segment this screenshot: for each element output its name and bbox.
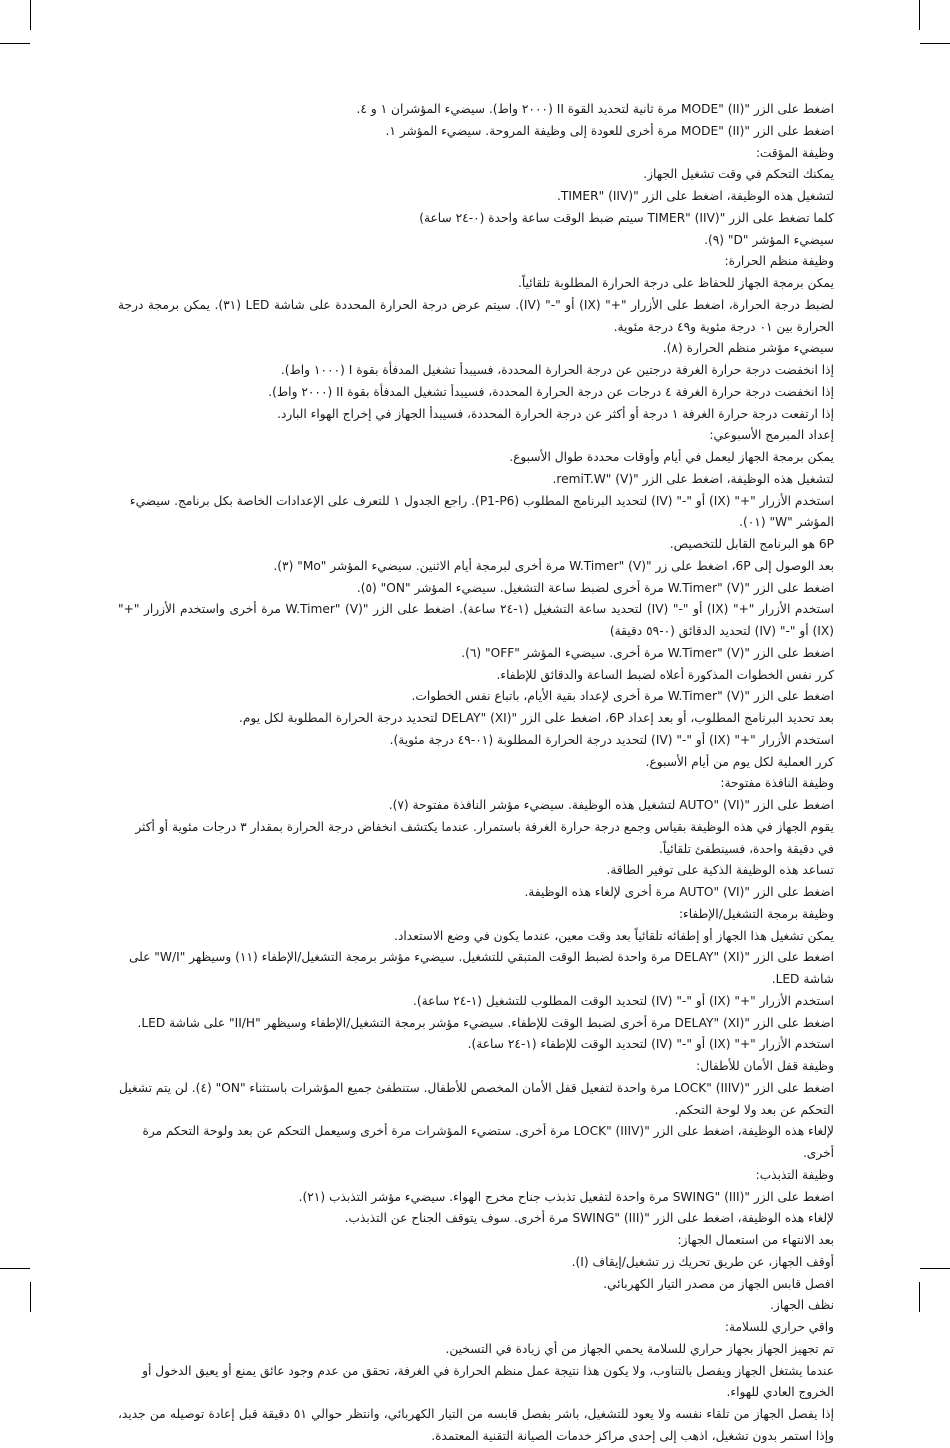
text-line: اضغط على الزر "DELAY" (XI) مرة أخرى لضبط الوقت للإطفاء. سيضيء مؤشر برمجة التشغيل/الإطفاء وسيظهر "II/H" على شاشة LED.	[137, 1015, 834, 1030]
text-line: اضغط على الزر "MODE" (II) مرة ثانية لتحديد القوة II (٢٠٠٠ واط). سيضيء المؤشران ١ و ٤.	[356, 102, 834, 116]
text-line: اضغط على الزر "SWING" (III) مرة واحدة لتفعيل تذبذب جناح مخرج الهواء. سيضيء مؤشر التذبذب (٢١).	[298, 1189, 834, 1204]
crop-mark	[0, 1268, 30, 1269]
crop-mark	[30, 1282, 31, 1312]
section-heading: وظيفة النافذة مفتوحة:	[720, 776, 834, 791]
section-heading: وظيفة قفل الأمان للأطفال:	[696, 1059, 834, 1073]
text-line: إذا يفصل الجهاز من تلقاء نفسه ولا يعود للتشغيل، باشر بفصل قابسه من التيار الكهربائي، وانتظر حوالي ٥١ دقيقة قبل إعادة توصيله من جديد، وإذا استمر بدون تشغيل، اذهب إلى إحدى مراكز خدمات الصيانة التقنية المعتمدة.	[118, 1407, 834, 1443]
text-line: عندما يشتغل الجهاز ويفصل بالتناوب، ولا يكون هذا نتيجة عمل منظم الحرارة في الغرفة، تحقق من عدم وجود عائق يمنع أو يعيق الدخول أو الخروج العادي للهواء.	[142, 1363, 834, 1400]
text-line: لتشغيل هذه الوظيفة، اضغط على الزر "TIMER" (IIV).	[557, 189, 834, 203]
text-line: سيضيء مؤشر منظم الحرارة (٨).	[662, 341, 834, 356]
text-line: أوقف الجهاز، عن طريق تحريك زر تشغيل/إيقاف (I).	[571, 1254, 834, 1269]
manual-page	[118, 99, 834, 1448]
text-line: يمكنك التحكم في وقت تشغيل الجهاز.	[643, 167, 834, 182]
section-heading: وظيفة المؤقت:	[755, 145, 834, 160]
text-line: يمكن برمجة الجهاز للحفاظ على درجة الحرارة المطلوبة تلقائياً.	[518, 276, 834, 290]
crop-mark	[920, 1268, 950, 1269]
text-line: لتشغيل هذه الوظيفة، اضغط على الزر "remiT.W" (V).	[552, 471, 834, 486]
crop-mark	[30, 0, 31, 30]
text-line: اضغط على الزر "AUTO" (VI) مرة أخرى لإلغاء هذه الوظيفة.	[524, 885, 834, 899]
text-line: اضغط على الزر "W.Timer" (V) مرة أخرى لضبط ساعة التشغيل. سيضيء المؤشر "ON" (٥).	[356, 580, 834, 595]
text-line: استخدم الأزرار "+" (IX) أو "-" (IV) لتحديد درجة الحرارة المطلوبة (٠١-٤٩ درجة مئوية).	[389, 732, 834, 747]
crop-mark	[919, 0, 920, 30]
text-line: لإلغاء هذه الوظيفة، اضغط على الزر "LOCK" (IIIV) مرة أخرى. ستضيء المؤشرات مرة أخرى وسيعمل التحكم عن بعد ولوحة التحكم مرة أخرى.	[142, 1124, 834, 1160]
text-line: إذا انخفضت درجة حرارة الغرفة درجتين عن درجة الحرارة المحددة، فسيبدأ تشغيل المدفأة بقوة I (١٠٠٠ واط).	[280, 363, 834, 377]
text-line: استخدم الأزرار "+" (IX) أو "-" (IV) لتحديد الوقت للإطفاء (١-٢٤ ساعة).	[467, 1037, 834, 1052]
section-heading: واقي حراري للسلامة:	[724, 1320, 834, 1334]
text-line: كلما تضغط على الزر "TIMER" (IIV) سيتم ضبط الوقت ساعة واحدة (٠-٢٤ ساعة)	[419, 210, 834, 225]
text-line: يمكن برمجة الجهاز ليعمل في أيام وأوقات محددة طوال الأسبوع.	[509, 450, 834, 464]
text-line: سيضيء المؤشر "D" (٩).	[704, 232, 834, 247]
text-line: اضغط على الزر "DELAY" (XI) مرة واحدة لضبط الوقت المتبقي للتشغيل. سيضيء مؤشر برمجة التشغيل/الإطفاء (١١) وسيظهر "W/I" على شاشة LED.	[128, 950, 834, 986]
text-line: استخدم الأزرار "+" (IX) أو "-" (IV) لتحديد البرنامج المطلوب (P1-P6). راجع الجدول ١ للتعرف على الإعدادات الخاصة بكل برنامج. سيضيء المؤشر "W" (٠١).	[129, 493, 834, 530]
text-line: يقوم الجهاز في هذه الوظيفة بقياس وجمع درجة حرارة الغرفة باستمرار. عندما يكتشف انخفاض درجة الحرارة بمقدار ٣ درجات مئوية أو أكثر في دقيقة واحدة، فسينطفئ تلقائياً.	[135, 819, 834, 856]
section-heading: وظيفة منظم الحرارة:	[724, 254, 834, 269]
text-line: لضبط درجة الحرارة، اضغط على الأزرار "+" (IX) أو "-" (IV). سيتم عرض درجة الحرارة المحددة على شاشة LED (٣١). يمكن برمجة درجة الحرارة بين ٠١ درجة مئوية و٤٩ درجة مئوية.	[118, 297, 835, 334]
text-line: يمكن تشغيل هذا الجهاز أو إطفائه تلقائياً بعد وقت معين، عندما يكون في وضع الاستعداد.	[394, 928, 834, 943]
text-line: اضغط على الزر "W.Timer" (V) مرة أخرى لإعداد بقية الأيام، باتباع نفس الخطوات.	[411, 689, 834, 704]
text-line: 6P هو البرنامج القابل للتخصيص.	[669, 537, 834, 551]
text-line: بعد الوصول إلى 6P، اضغط على زر "W.Timer" (V) مرة أخرى لبرمجة أيام الاثنين. سيضيء المؤشر "Mo" (٣).	[273, 558, 834, 573]
text-line: استخدم الأزرار "+" (IX) أو "-" (IV) لتحديد ساعة التشغيل (١-٢٤ ساعة). اضغط على الزر "W.Timer" (V) مرة أخرى واستخدم الأزرار "+" (IX) أو "-" (IV) لتحديد الدقائق (٠-٥٩ دقيقة)	[118, 602, 835, 638]
section-heading: بعد الانتهاء من استعمال الجهاز:	[677, 1233, 834, 1247]
section-heading: وظيفة التذبذب:	[755, 1167, 834, 1182]
text-line: كرر نفس الخطوات المذكورة أعلاه لضبط الساعة والدقائق للإطفاء.	[496, 667, 834, 682]
text-line: افصل قابس الجهاز من مصدر التيار الكهربائي.	[603, 1276, 834, 1291]
text-line: بعد تحديد البرنامج المطلوب، أو بعد إعداد 6P، اضغط على الزر "DELAY" (XI) لتحديد درجة الحرارة المطلوبة لكل يوم.	[239, 711, 834, 725]
text-line: لإلغاء هذه الوظيفة، اضغط على الزر "SWING" (III) مرة أخرى. سوف يتوقف الجناح عن التذبذب.	[344, 1211, 834, 1226]
text-line: إذا انخفضت درجة حرارة الغرفة ٤ درجات عن درجة الحرارة المحددة، فسيبدأ تشغيل المدفأة بقوة II (٢٠٠٠ واط).	[268, 384, 834, 399]
crop-mark	[920, 43, 950, 44]
crop-mark	[919, 1282, 920, 1312]
text-line: إذا ارتفعت درجة حرارة الغرفة ١ درجة أو أكثر عن درجة الحرارة المحددة، فسيبدأ الجهاز في إخراج الهواء البارد.	[277, 406, 834, 421]
text-line: كرر العملية لكل يوم من أيام الأسبوع.	[645, 754, 834, 769]
text-line: اضغط على الزر "MODE" (II) مرة أخرى للعودة إلى وظيفة المروحة. سيضيء المؤشر ١.	[385, 123, 834, 138]
section-heading: وظيفة برمجة التشغيل/الإطفاء:	[678, 906, 834, 921]
text-line: اضغط على الزر "W.Timer" (V) مرة أخرى. سيضيء المؤشر "OFF" (٦).	[461, 645, 834, 660]
text-line: اضغط على الزر "LOCK" (IIIV) مرة واحدة لتفعيل قفل الأمان المخصص للأطفال. ستنطفئ جميع المؤشرات باستثناء "ON" (٤). لن يتم تشغيل التحكم عن بعد ولا لوحة التحكم.	[118, 1080, 834, 1117]
text-line: نظف الجهاز.	[770, 1298, 834, 1313]
text-line: تم تجهيز الجهاز بجهاز حراري للسلامة يحمي الجهاز من أي زيادة في التسخين.	[445, 1341, 834, 1356]
text-line: استخدم الأزرار "+" (IX) أو "-" (IV) لتحديد الوقت المطلوب للتشغيل (١-٢٤ ساعة).	[413, 993, 834, 1008]
text-line: تساعد هذه الوظيفة الذكية على توفير الطاقة.	[606, 863, 834, 878]
crop-mark	[0, 43, 30, 44]
text-line: اضغط على الزر "AUTO" (VI) لتشغيل هذه الوظيفة. سيضيء مؤشر النافذة مفتوحة (٧).	[388, 798, 834, 812]
section-heading: إعداد المبرمج الأسبوعي:	[709, 428, 834, 443]
